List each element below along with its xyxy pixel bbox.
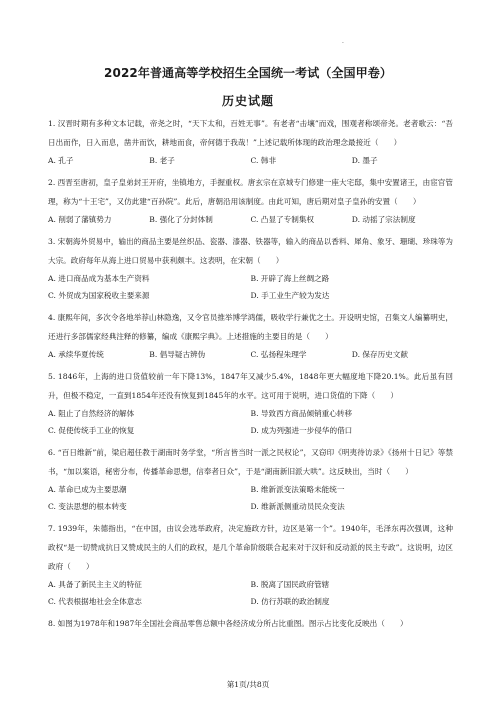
question-stem: 4. 康熙年间，多次令各地举荐山林隐逸，又令官员推举博学鸿儒，吸收学行兼优之士。开设明史馆，召集文人编纂明史，还进行多部儒家经典注释的修纂，编成《康熙字典》。上述措施的主要目的是（ ） — [48, 313, 453, 341]
option-b: B. 开辟了海上丝绸之路 — [250, 274, 330, 283]
option-b: B. 倡导疑古辨伪 — [149, 350, 206, 359]
option-b: B. 维新派变法策略未能统一 — [250, 485, 345, 494]
question-4 — [48, 308, 453, 363]
option-list — [48, 481, 453, 515]
question-5 — [48, 367, 453, 439]
option-a: A. 阻止了自然经济的解体 — [48, 409, 135, 418]
option-a: A. 承续华夏传统 — [48, 350, 104, 359]
question-stem: 2. 西晋至唐初，皇子皇弟封王开府，坐镇地方，手握重权。唐玄宗在京城专门修建一座大宅邸，集中安置诸王，由宦官管理，称为“十王宅”，又仿此建“百孙院”。此后，唐朝沿用该制度。由此可知，唐后期对皇子皇孙的安置（ ） — [48, 178, 453, 206]
option-c: C. 变法思想的根本转变 — [48, 502, 127, 511]
question-stem: 5. 1846年，上海的进口货值较前一年下降13%，1847年又减少5.4%，1848年更大幅度地下降20.1%。此后虽有回升，但极不稳定，一直到1854年还没有恢复到1845年的水平。这可用于说明，进口货值的下降（ ） — [48, 372, 453, 400]
paper-subtitle: 历史试题 — [221, 94, 274, 108]
question-1 — [48, 114, 453, 169]
option-d: D. 手工业生产较为发达 — [250, 291, 330, 300]
page-number: 第1页/共8页 — [226, 680, 270, 689]
option-d: D. 墨子 — [351, 156, 378, 165]
option-d: D. 维新派侧重动员民众变法 — [250, 502, 345, 511]
option-list — [48, 405, 453, 439]
option-a: A. 孔子 — [48, 156, 74, 165]
option-c: C. 弘扬程朱理学 — [250, 350, 307, 359]
question-list — [48, 110, 453, 633]
option-c: C. 凸显了专制集权 — [250, 215, 315, 224]
option-d: D. 保存历史文献 — [351, 350, 408, 359]
question-stem: 3. 宋朝海外贸易中，输出的商品主要是丝织品、瓷器、漆器、铁器等，输入的商品以香料、犀角、象牙、珊瑚、珍珠等为大宗。政府每年从海上进口贸易中获利颇丰。这表明，在宋朝（ ） — [48, 237, 453, 265]
question-8 — [48, 614, 453, 633]
question-stem: 7. 1939年，朱德指出，“在中国，由议会选举政府，决定施政方针，边区是第一个”。1940年，毛泽东再次强调，这种政权“是一切赞成抗日又赞成民主的人们的政权，是几个革命阶级联合起来对于汉奸和反动派的民主专政”。这说明，边区政府（ ） — [48, 524, 453, 571]
exam-title: 2022年普通高等学校招生全国统一考试（全国甲卷） — [104, 66, 392, 80]
option-a: A. 具备了新民主主义的特征 — [48, 580, 142, 589]
option-d: D. 仿行苏联的政治制度 — [250, 597, 330, 606]
option-a: A. 革命已成为主要思潮 — [48, 485, 127, 494]
option-c: C. 外贸成为国家税收主要来源 — [48, 291, 150, 300]
question-3 — [48, 232, 453, 304]
option-d: D. 成为列强进一步侵华的借口 — [250, 426, 353, 435]
question-2 — [48, 173, 453, 228]
option-b: B. 强化了分封体制 — [149, 215, 213, 224]
option-a: A. 进口商品成为基本生产资料 — [48, 274, 150, 283]
decorative-dot: · — [342, 40, 344, 47]
question-stem: 8. 如图为1978年和1987年全国社会商品零售总额中各经济成分所占比重图。图示占比变化反映出（ ） — [48, 619, 408, 628]
option-b: B. 老子 — [149, 156, 175, 165]
option-d: D. 动摇了宗法制度 — [351, 215, 416, 224]
option-list — [48, 576, 453, 610]
question-6 — [48, 443, 453, 515]
question-stem: 6. “百日维新”前，梁启超任教于湖南时务学堂，“所言皆当时一派之民权论”，又窃印《明夷待访录》《扬州十日记》等禁书，“加以案语，秘密分布，传播革命思想，信奉者日众”，于是“湖南新旧派大哄”。这反映出，当时（ ） — [48, 448, 453, 476]
option-list — [48, 211, 453, 228]
option-list — [48, 270, 453, 304]
option-c: C. 韩非 — [250, 156, 277, 165]
option-list — [48, 346, 453, 363]
option-b: B. 导致西方商品倾销重心转移 — [250, 409, 353, 418]
question-7 — [48, 519, 453, 610]
question-stem: 1. 汉晋时期有多种文本记载，帝尧之时，“天下太和，百姓无事”。有老者“击壤”而戏，围观者称颂帝尧。老者歌云：“吾日出而作，日入而息，凿井而饮，耕地而食，帝何德于我哉！”上述记载所体现的政治理念最接近（ ） — [48, 119, 453, 147]
option-list — [48, 152, 453, 169]
option-a: A. 削弱了藩镇势力 — [48, 215, 112, 224]
option-c: C. 促使传统手工业的恢复 — [48, 426, 135, 435]
option-c: C. 代表根据地社会全体意志 — [48, 597, 142, 606]
option-b: B. 脱离了国民政府管辖 — [250, 580, 330, 589]
